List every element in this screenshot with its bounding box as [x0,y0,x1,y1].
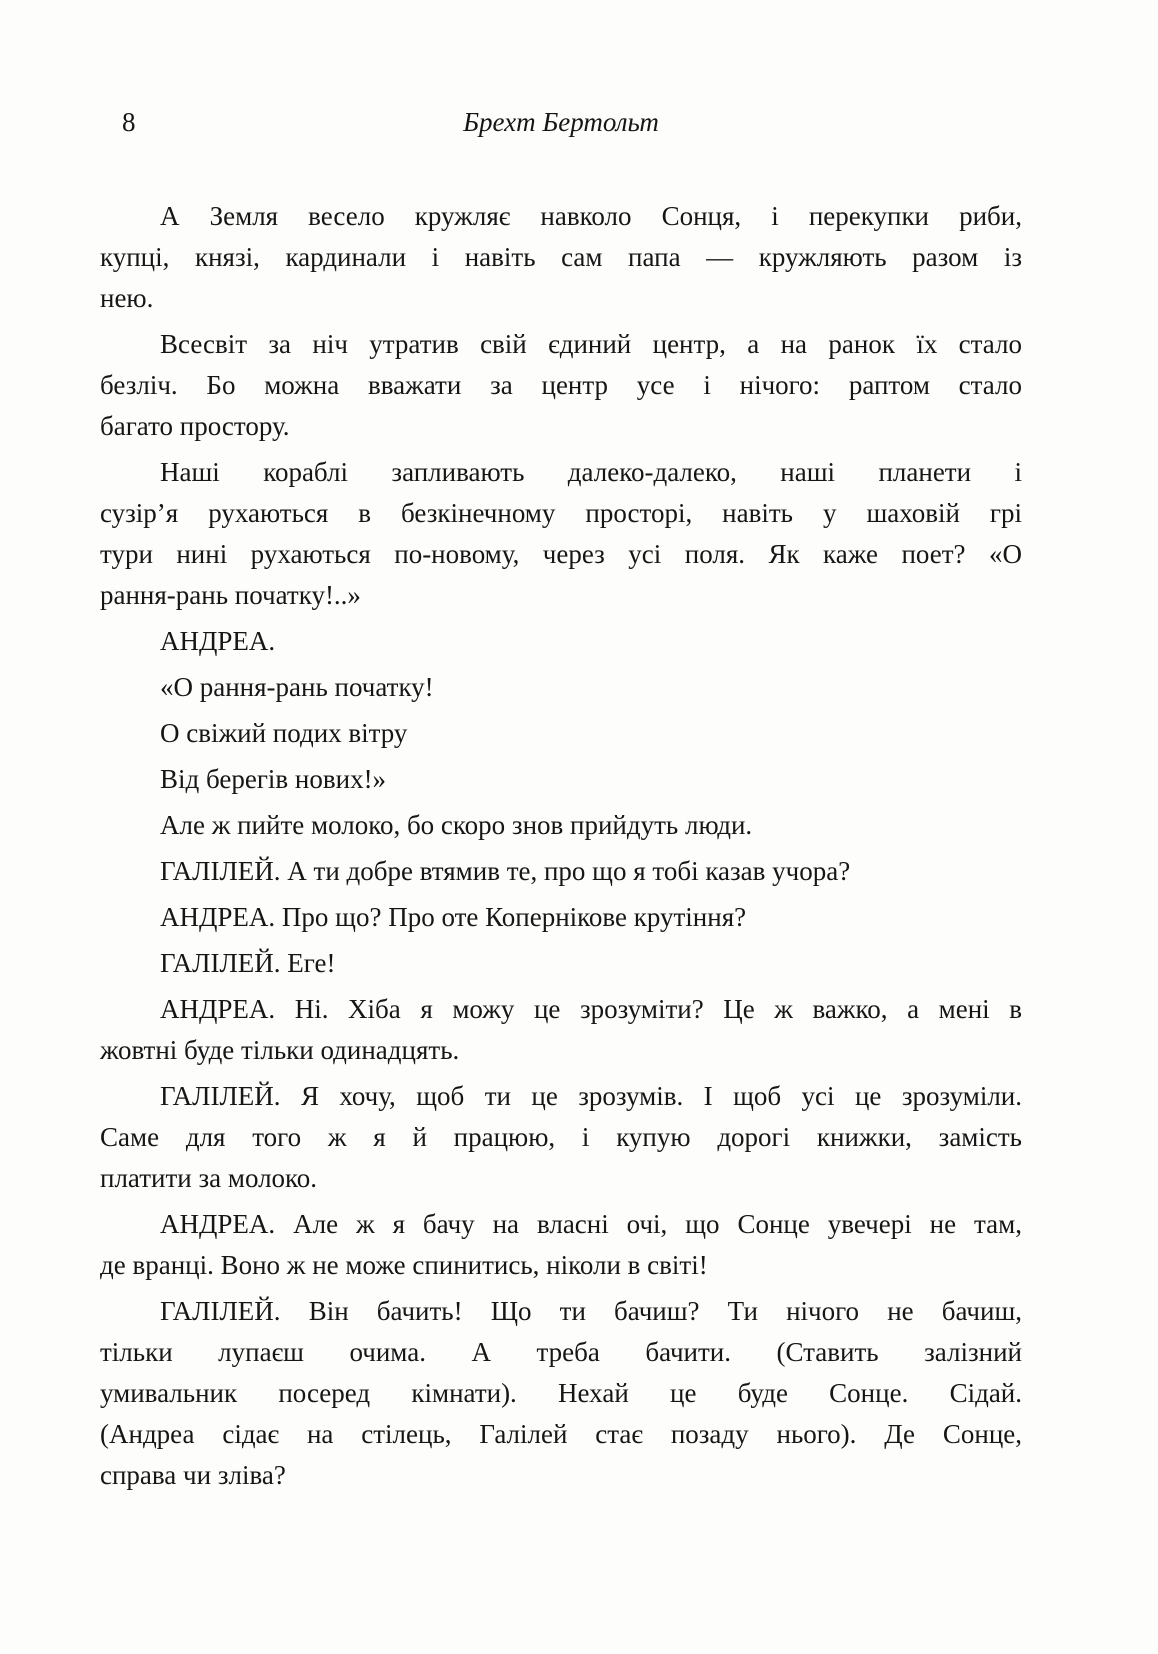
text-line: Саме для того ж я й працюю, і купую дорогі книжки, замість [100,1122,1022,1152]
text-line: Від берегів нових!» [160,764,387,794]
text-line: А Земля весело кружляє навколо Сонця, і перекупки риби, [160,201,1022,231]
paragraph [100,324,1022,447]
text-line: Всесвіт за ніч утратив свій єдиний центр, а на ранок їх стало [160,329,1022,359]
paragraph [100,759,1022,800]
text-line: тури нині рухаються по-новому, через усі поля. Як каже поет? «О [100,539,1022,569]
page-number: 8 [122,107,136,137]
text-line: ГАЛІЛЕЙ. Еге! [160,948,336,978]
paragraph [100,897,1022,938]
text-line: АНДРЕА. Про що? Про оте Копернікове крутіння? [160,902,747,932]
page-header [100,104,1022,144]
paragraph [100,989,1022,1071]
text-line: О свіжий подих вітру [160,718,408,748]
text-line: тільки лупаєш очима. А треба бачити. (Ставить залізний [100,1337,1022,1367]
paragraph [100,621,1022,662]
page-body [100,196,1022,1501]
text-line: ГАЛІЛЕЙ. Він бачить! Що ти бачиш? Ти нічого не бачиш, [160,1296,1022,1326]
paragraph [100,943,1022,984]
text-line: АНДРЕА. Але ж я бачу на власні очі, що Сонце увечері не там, [160,1209,1022,1239]
paragraph [100,667,1022,708]
text-line: справа чи зліва? [100,1460,286,1490]
text-line: умивальник посеред кімнати). Нехай це буде Сонце. Сідай. [100,1378,1022,1408]
text-line: безліч. Бо можна вважати за центр усе і нічого: раптом стало [100,370,1022,400]
paragraph [100,196,1022,319]
paragraph [100,1076,1022,1199]
paragraph [100,1291,1022,1496]
text-line: АНДРЕА. [160,626,276,656]
paragraph [100,851,1022,892]
text-line: купці, князі, кардинали і навіть сам папа — кружляють разом із [100,242,1022,272]
paragraph [100,1204,1022,1286]
text-line: Але ж пийте молоко, бо скоро знов прийдуть люди. [160,810,753,840]
paragraph [100,452,1022,616]
text-line: де вранці. Воно ж не може спинитись, ніколи в світі! [100,1250,708,1280]
text-line: (Андреа сідає на стілець, Галілей стає позаду нього). Де Сонце, [100,1419,1022,1449]
text-line: жовтні буде тільки одинадцять. [100,1035,460,1065]
text-line: багато простору. [100,411,290,441]
running-title: Брехт Бертольт [463,107,659,137]
text-line: ГАЛІЛЕЙ. Я хочу, щоб ти це зрозумів. І щоб усі це зрозуміли. [160,1081,1022,1111]
paragraph [100,713,1022,754]
text-line: АНДРЕА. Ні. Хіба я можу це зрозуміти? Це ж важко, а мені в [160,994,1022,1024]
text-line: ГАЛІЛЕЙ. А ти добре втямив те, про що я тобі казав учора? [160,856,851,886]
paragraph [100,805,1022,846]
text-line: Наші кораблі запливають далеко-далеко, наші планети і [160,457,1022,487]
text-line: платити за молоко. [100,1163,318,1193]
text-line: сузір’я рухаються в безкінечному просторі, навіть у шаховій грі [100,498,1022,528]
text-line: рання-рань початку!..» [100,580,361,610]
text-line: «О рання-рань початку! [160,672,434,702]
text-line: нею. [100,283,154,313]
